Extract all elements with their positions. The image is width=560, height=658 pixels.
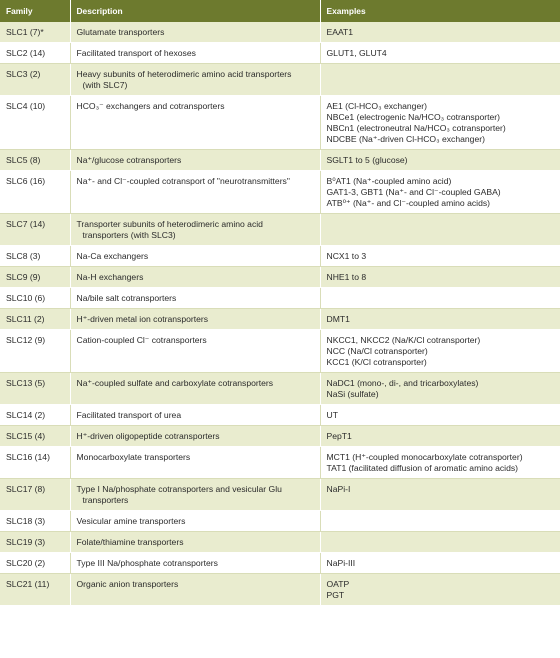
examples-cell [320, 511, 560, 532]
examples-cell [320, 330, 560, 373]
example-line: NBCn1 (electroneutral Na/HCO₃ cotransporter) [326, 123, 506, 133]
example-line: SGLT1 to 5 (glucose) [326, 155, 408, 165]
table-row [0, 447, 560, 479]
table-body [0, 22, 560, 606]
example-line: B⁰AT1 (Na⁺-coupled amino acid) [326, 176, 452, 186]
description-line: Transporter subunits of heterodimeric amino acid [76, 219, 263, 229]
examples-cell [320, 214, 560, 246]
family-cell: SLC9 (9) [0, 267, 70, 288]
description-line: Organic anion transporters [76, 579, 179, 589]
examples-cell [320, 96, 560, 150]
description-line: H⁺-driven metal ion cotransporters [76, 314, 209, 324]
description-line: Type III Na/phosphate cotransporters [76, 558, 218, 568]
example-line: NHE1 to 8 [326, 272, 367, 282]
table-row [0, 64, 560, 96]
description-line: Facilitated transport of hexoses [76, 48, 196, 58]
example-line: PGT [326, 590, 345, 600]
header-family: Family [0, 0, 70, 22]
table-row [0, 309, 560, 330]
description-line: HCO₃⁻ exchangers and cotransporters [76, 101, 225, 111]
example-line: NDCBE (Na⁺-driven Cl-HCO₃ exchanger) [326, 134, 485, 144]
examples-cell [320, 246, 560, 267]
example-line: NaDC1 (mono-, di-, and tricarboxylates) [326, 378, 479, 388]
table-row [0, 574, 560, 606]
table-row [0, 246, 560, 267]
family-cell: SLC3 (2) [0, 64, 70, 96]
table-row [0, 330, 560, 373]
header-examples: Examples [320, 0, 560, 22]
header-description: Description [70, 0, 320, 22]
examples-cell [320, 64, 560, 96]
description-cell [70, 373, 320, 405]
example-line: ATB⁰⁺ (Na⁺- and Cl⁻-coupled amino acids) [326, 198, 491, 208]
family-cell: SLC21 (11) [0, 574, 70, 606]
description-line: Na-Ca exchangers [76, 251, 149, 261]
table-row [0, 405, 560, 426]
examples-cell [320, 532, 560, 553]
description-line: Glutamate transporters [76, 27, 165, 37]
family-cell: SLC17 (8) [0, 479, 70, 511]
table-row [0, 553, 560, 574]
family-cell: SLC11 (2) [0, 309, 70, 330]
description-line: Heavy subunits of heterodimeric amino acid transporters [76, 69, 292, 79]
example-line: EAAT1 [326, 27, 354, 37]
description-line: Na⁺-coupled sulfate and carboxylate cotransporters [76, 378, 274, 388]
table-row [0, 373, 560, 405]
example-line: PepT1 [326, 431, 352, 441]
examples-cell [320, 553, 560, 574]
example-line: NaPi-III [326, 558, 356, 568]
description-line: Folate/thiamine transporters [76, 537, 184, 547]
example-line: MCT1 (H⁺-coupled monocarboxylate cotransporter) [326, 452, 523, 462]
example-line: NCX1 to 3 [326, 251, 367, 261]
family-cell: SLC12 (9) [0, 330, 70, 373]
description-line: Facilitated transport of urea [76, 410, 182, 420]
description-cell [70, 150, 320, 171]
table-row [0, 479, 560, 511]
description-cell [70, 532, 320, 553]
examples-cell [320, 574, 560, 606]
example-line: GAT1-3, GBT1 (Na⁺- and Cl⁻-coupled GABA) [326, 187, 501, 197]
examples-cell [320, 171, 560, 214]
example-line: UT [326, 410, 338, 420]
family-cell: SLC19 (3) [0, 532, 70, 553]
table-row [0, 22, 560, 43]
table-header-row [0, 0, 560, 22]
examples-cell [320, 405, 560, 426]
family-cell: SLC7 (14) [0, 214, 70, 246]
example-line: NaSi (sulfate) [326, 389, 379, 399]
description-cell [70, 246, 320, 267]
description-cell [70, 64, 320, 96]
examples-cell [320, 426, 560, 447]
description-cell [70, 553, 320, 574]
examples-cell [320, 267, 560, 288]
description-cell [70, 309, 320, 330]
description-cell [70, 288, 320, 309]
description-cell [70, 405, 320, 426]
family-cell: SLC8 (3) [0, 246, 70, 267]
family-cell: SLC15 (4) [0, 426, 70, 447]
family-cell: SLC1 (7)* [0, 22, 70, 43]
examples-cell [320, 43, 560, 64]
description-line: (with SLC7) [82, 80, 128, 90]
description-cell [70, 22, 320, 43]
description-cell [70, 267, 320, 288]
description-cell [70, 214, 320, 246]
examples-cell [320, 309, 560, 330]
description-cell [70, 426, 320, 447]
table-row [0, 150, 560, 171]
family-cell: SLC6 (16) [0, 171, 70, 214]
description-line: Na⁺/glucose cotransporters [76, 155, 182, 165]
description-line: Type I Na/phosphate cotransporters and vesicular Glu [76, 484, 282, 494]
table-row [0, 214, 560, 246]
table-row [0, 511, 560, 532]
family-cell: SLC20 (2) [0, 553, 70, 574]
examples-cell [320, 288, 560, 309]
table-row [0, 426, 560, 447]
table-row [0, 267, 560, 288]
table-row [0, 288, 560, 309]
description-cell [70, 479, 320, 511]
description-line: Cation-coupled Cl⁻ cotransporters [76, 335, 207, 345]
description-cell [70, 96, 320, 150]
table-row [0, 171, 560, 214]
description-line: transporters (with SLC3) [82, 230, 176, 240]
examples-cell [320, 479, 560, 511]
example-line: OATP [326, 579, 350, 589]
description-cell [70, 447, 320, 479]
example-line: TAT1 (facilitated diffusion of aromatic amino acids) [326, 463, 519, 473]
family-cell: SLC14 (2) [0, 405, 70, 426]
family-cell: SLC2 (14) [0, 43, 70, 64]
description-line: Na/bile salt cotransporters [76, 293, 177, 303]
description-line: Vesicular amine transporters [76, 516, 186, 526]
family-cell: SLC10 (6) [0, 288, 70, 309]
description-line: Monocarboxylate transporters [76, 452, 191, 462]
example-line: NaPi-I [326, 484, 351, 494]
example-line: KCC1 (K/Cl cotransporter) [326, 357, 427, 367]
example-line: NKCC1, NKCC2 (Na/K/Cl cotransporter) [326, 335, 481, 345]
description-cell [70, 330, 320, 373]
family-cell: SLC16 (14) [0, 447, 70, 479]
description-line: Na-H exchangers [76, 272, 144, 282]
description-line: Na⁺- and Cl⁻-coupled cotransport of "neurotransmitters" [76, 176, 290, 186]
table-row [0, 96, 560, 150]
family-cell: SLC13 (5) [0, 373, 70, 405]
example-line: DMT1 [326, 314, 350, 324]
example-line: NBCe1 (electrogenic Na/HCO₃ cotransporter) [326, 112, 501, 122]
description-line: transporters [82, 495, 129, 505]
description-cell [70, 43, 320, 64]
family-cell: SLC5 (8) [0, 150, 70, 171]
family-cell: SLC18 (3) [0, 511, 70, 532]
description-cell [70, 171, 320, 214]
description-cell [70, 574, 320, 606]
examples-cell [320, 22, 560, 43]
example-line: AE1 (Cl-HCO₃ exchanger) [326, 101, 427, 111]
family-cell: SLC4 (10) [0, 96, 70, 150]
description-line: H⁺-driven oligopeptide cotransporters [76, 431, 220, 441]
examples-cell [320, 447, 560, 479]
description-cell [70, 511, 320, 532]
examples-cell [320, 373, 560, 405]
table-row [0, 532, 560, 553]
example-line: NCC (Na/Cl cotransporter) [326, 346, 428, 356]
table-row [0, 43, 560, 64]
example-line: GLUT1, GLUT4 [326, 48, 387, 58]
examples-cell [320, 150, 560, 171]
